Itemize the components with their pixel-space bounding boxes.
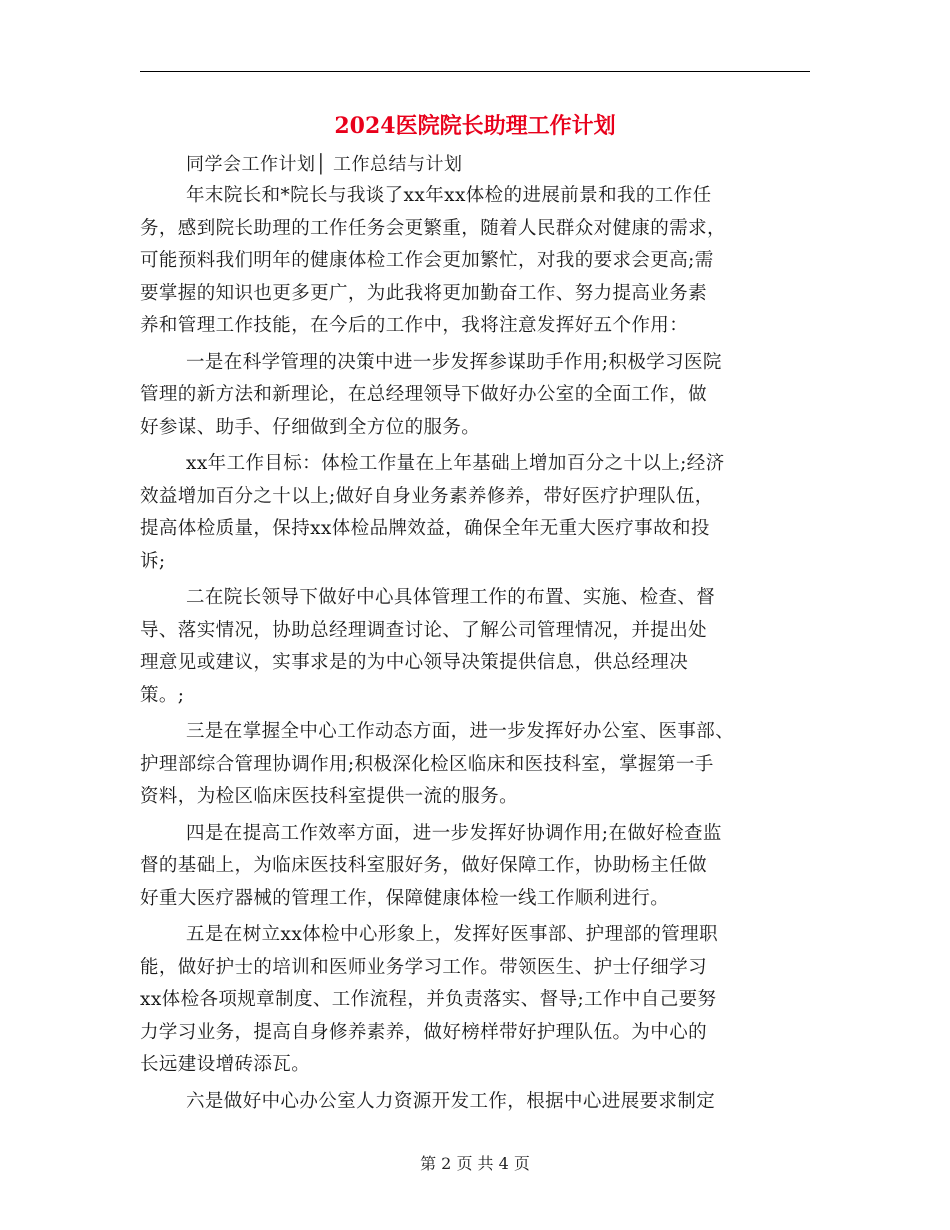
paragraph-line: 督的基础上，为临床医技科室服好务，做好保障工作，协助杨主任做 — [140, 855, 708, 876]
paragraph-line: 务，感到院长助理的工作任务会更繁重，随着人民群众对健康的需求， — [140, 217, 726, 239]
paragraph-line: 理意见或建议，实事求是的为中心领导决策提供信息，供总经理决 — [140, 652, 689, 673]
paragraph — [140, 919, 810, 1082]
document-title: 2024医院院长助理工作计划 — [334, 113, 616, 139]
paragraph-line: 二在院长领导下做好中心具体管理工作的布置、实施、检查、督 — [186, 587, 716, 608]
document-subtitle: 同学会工作计划│ 工作总结与计划 — [186, 154, 463, 175]
paragraph-list — [140, 180, 810, 1118]
paragraph-line: 六是做好中心办公室人力资源开发工作，根据中心进展要求制定 — [186, 1090, 716, 1112]
paragraph — [140, 1086, 810, 1119]
paragraph-line: 导、落实情况，协助总经理调查讨论、了解公司管理情况，并提出处 — [140, 619, 708, 641]
paragraph-line: 可能预料我们明年的健康体检工作会更加繁忙，对我的要求会更高;需 — [140, 250, 714, 271]
paragraph-line: 长远建设增砖添瓦。 — [140, 1054, 311, 1075]
paragraph — [140, 582, 810, 712]
paragraph-line: 提高体检质量，保持xx体检品牌效益，确保全年无重大医疗事故和投 — [140, 518, 710, 539]
paragraph — [140, 818, 810, 916]
paragraph — [140, 448, 810, 578]
paragraph-line: xx年工作目标：体检工作量在上年基础上增加百分之十以上;经济 — [186, 453, 725, 474]
paragraph-line: 效益增加百分之十以上;做好自身业务素养修养，带好医疗护理队伍， — [140, 485, 714, 507]
paragraph-line: 资料，为检区临床医技科室提供一流的服务。 — [140, 786, 519, 807]
paragraph-line: 诉; — [140, 550, 166, 572]
paragraph-line: 四是在提高工作效率方面，进一步发挥好协调作用;在做好检查监 — [186, 822, 722, 844]
paragraph-line: 管理的新方法和新理论，在总经理领导下做好办公室的全面工作，做 — [140, 384, 708, 405]
paragraph-line: 力学习业务，提高自身修养素养，做好榜样带好护理队伍。为中心的 — [140, 1021, 708, 1043]
paragraph-line: 好重大医疗器械的管理工作，保障健康体检一线工作顺利进行。 — [140, 887, 670, 909]
paragraph-line: 能，做好护士的培训和医师业务学习工作。带领医生、护士仔细学习 — [140, 956, 708, 978]
header-rule — [140, 71, 810, 72]
paragraph-line: 养和管理工作技能，在今后的工作中，我将注意发挥好五个作用： — [140, 315, 689, 336]
paragraph-line: 好参谋、助手、仔细做到全方位的服务。 — [140, 416, 481, 438]
paragraph-line: 一是在科学管理的决策中进一步发挥参谋助手作用;积极学习医院 — [186, 351, 722, 373]
paragraph-line: 护理部综合管理协调作用;积极深化检区临床和医技科室，掌握第一手 — [140, 753, 714, 775]
paragraph-line: 年末院长和*院长与我谈了xx年xx体检的进展前景和我的工作任 — [186, 185, 712, 206]
paragraph-line: 三是在掌握全中心工作动态方面，进一步发挥好办公室、医事部、 — [186, 721, 735, 742]
paragraph — [140, 180, 810, 343]
paragraph-line: xx体检各项规章制度、工作流程，并负责落实、督导;工作中自己要努 — [140, 989, 717, 1010]
paragraph-line: 要掌握的知识也更多更广，为此我将更加勤奋工作、努力提高业务素 — [140, 282, 708, 304]
paragraph-line: 五是在树立xx体检中心形象上，发挥好医事部、护理部的管理职 — [186, 924, 718, 945]
paragraph — [140, 347, 810, 445]
paragraph-line: 策。; — [140, 684, 185, 706]
document-body — [140, 150, 810, 1122]
page-number: 第 2 页 共 4 页 — [420, 1154, 530, 1173]
paragraph — [140, 716, 810, 814]
